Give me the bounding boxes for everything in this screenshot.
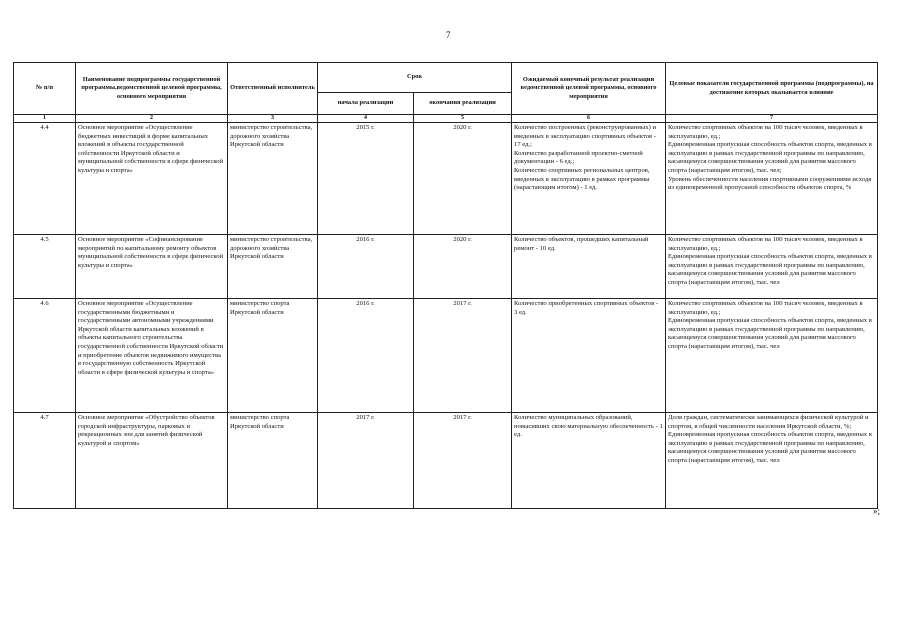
column-number-row: [14, 115, 878, 123]
activity-name: Основное мероприятие «Софинансирование мероприятий по капитальному ремонту объектов муниципальной собственности в сфере физической культуры и спорта»: [76, 235, 228, 299]
header-term: Срок: [318, 63, 512, 93]
expected-result-line: Количество спортивных региональных центров, введенных в эксплуатацию в рамках программы (нарастающим итогом) - 1 ед.: [514, 166, 650, 192]
end-year: 2017 г.: [414, 299, 512, 413]
header-executor: Ответственный исполнитель: [228, 63, 318, 115]
expected-result-line: Количество муниципальных образований, повысивших свою материальную обеспеченность - 1 ед.: [514, 414, 663, 439]
row-number: 4.5: [14, 235, 76, 299]
column-number: 2: [76, 115, 228, 123]
start-year: 2017 г.: [318, 413, 414, 509]
end-year: 2020 г.: [414, 123, 512, 235]
program-activities-table: [13, 62, 878, 509]
page-number: 7: [446, 30, 451, 40]
row-number: 4.4: [14, 123, 76, 235]
column-number: 4: [318, 115, 414, 123]
header-num: № п/п: [14, 63, 76, 115]
target-indicators-line: Доля граждан, систематически занимающихся физической культурой и спортом, в общей численности населения Иркутской области, %;: [668, 414, 869, 430]
end-year: 2020 г.: [414, 235, 512, 299]
target-indicators: [666, 235, 878, 299]
column-number: 3: [228, 115, 318, 123]
header-result: Ожидаемый конечный результат реализации ведомственной целевой программы, основного мероприятия: [512, 63, 666, 115]
expected-result-line: Количество приобретенных спортивных объектов - 3 ед.: [514, 300, 659, 316]
responsible-executor: министерство спорта Иркутской области: [228, 413, 318, 509]
activity-name: Основное мероприятие «Осуществление бюджетных инвестиций в форме капитальных вложений в объекты государственной собственности Иркутской области и муниципальной собственности в сфере физической культуры и спорта»: [76, 123, 228, 235]
row-number: 4.6: [14, 299, 76, 413]
target-indicators: [666, 299, 878, 413]
responsible-executor: министерство строительства, дорожного хозяйства Иркутской области: [228, 123, 318, 235]
responsible-executor: министерство спорта Иркутской области: [228, 299, 318, 413]
expected-result-line: Количество разработанной проектно-сметной документации - 6 ед.;: [514, 149, 643, 166]
expected-result: [512, 299, 666, 413]
header-term-start: начала реализации: [318, 93, 414, 115]
start-year: 2016 г.: [318, 299, 414, 413]
expected-result: [512, 123, 666, 235]
row-number: 4.7: [14, 413, 76, 509]
target-indicators-line: Количество спортивных объектов на 100 тысяч человек, введенных в эксплуатацию, ед.;: [668, 236, 863, 252]
expected-result: [512, 235, 666, 299]
table-row: [14, 299, 878, 413]
start-year: 2015 г.: [318, 123, 414, 235]
activity-name: Основное мероприятие «Осуществление государственными бюджетными и государственными автономными учреждениями Иркутской области капитальных вложений в объекты капитального строительства государственной собственности Иркутской области и приобретение объектов недвижимого имущества в государственную собственность Иркутской области в сфере физической культуры и спорта»: [76, 299, 228, 413]
target-indicators-line: Единовременная пропускная способность объектов спорта, введенных в эксплуатацию в рамках государственной программы по направлению, касающемуся совершенствования условий для развития массового спорта (нарастающим итогом), тыс. чел: [668, 253, 872, 286]
target-indicators-line: Количество спортивных объектов на 100 тысяч человек, введенных в эксплуатацию, ед.;: [668, 300, 863, 316]
expected-result-line: Количество построенных (реконструированных) и введенных в эксплуатацию спортивных объектов - 17 ед.;: [514, 124, 656, 149]
end-year: 2017 г.: [414, 413, 512, 509]
table-row: [14, 235, 878, 299]
target-indicators-line: Единовременная пропускная способность объектов спорта, введенных в эксплуатацию в рамках государственной программы по направлению, касающемуся совершенствования условий для развития массового спорта (нарастающим итогом), тыс. чел: [668, 317, 872, 350]
target-indicators: [666, 413, 878, 509]
closing-quote-mark: »;: [873, 506, 881, 516]
responsible-executor: министерство строительства, дорожного хозяйства Иркутской области: [228, 235, 318, 299]
target-indicators-line: Уровень обеспеченности населения спортивными сооружениями исходя из единовременной пропускной способности объектов спорта, %: [668, 175, 872, 192]
target-indicators: [666, 123, 878, 235]
column-number: 1: [14, 115, 76, 123]
header-term-end: окончания реализации: [414, 93, 512, 115]
column-number: 6: [512, 115, 666, 123]
target-indicators-line: Единовременная пропускная способность объектов спорта, введенных в эксплуатацию в рамках государственной программы по направлению, касающемуся совершенствования условий для развития массового спорта (нарастающим итогом), тыс. чел;: [668, 141, 872, 174]
target-indicators-line: Единовременная пропускная способность объектов спорта, введенных в эксплуатацию в рамках государственной программы по направлению, касающемуся совершенствования условий для развития массового спорта (нарастающим итогом), тыс. чел: [668, 431, 872, 464]
start-year: 2016 г.: [318, 235, 414, 299]
column-number: 7: [666, 115, 878, 123]
expected-result: [512, 413, 666, 509]
header-indicators: Целевые показатели государственной программы (подпрограммы), на достижение которых оказывается влияние: [666, 63, 878, 115]
header-name: Наименование подпрограммы государственной программы,ведомственной целевой программы, основного мероприятия: [76, 63, 228, 115]
table-row: [14, 123, 878, 235]
table-row: [14, 413, 878, 509]
column-number: 5: [414, 115, 512, 123]
header-row-1: [14, 63, 878, 93]
target-indicators-line: Количество спортивных объектов на 100 тысяч человек, введенных в эксплуатацию, ед.;: [668, 124, 863, 140]
activity-name: Основное мероприятие «Обустройство объектов городской инфраструктуры, парковых и рекреационных зон для занятий физической культурой и спортом»: [76, 413, 228, 509]
expected-result-line: Количество объектов, прошедших капитальный ремонт - 10 ед.: [514, 236, 649, 252]
